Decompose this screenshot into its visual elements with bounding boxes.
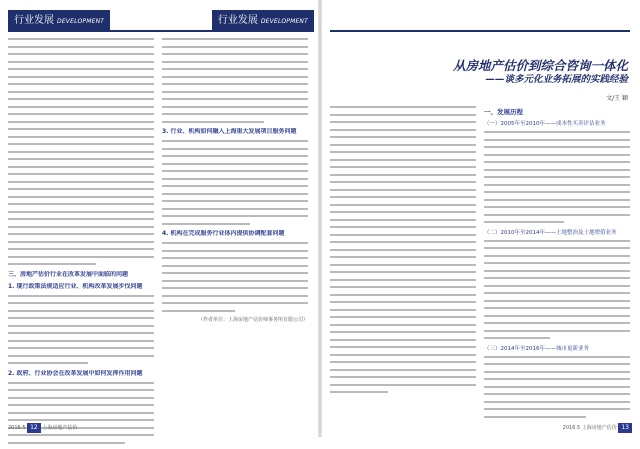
right-column-2: [484, 106, 630, 423]
author-affiliation: （作者单位：上海房地产估价师事务所有限公司）: [197, 317, 308, 323]
left-column-1: [8, 38, 154, 449]
subsection-heading: 4. 机构在完成服务行业体内提供协调配套问题: [162, 230, 285, 237]
left-page: [0, 0, 318, 437]
article-title: 从房地产估价到综合咨询一体化: [452, 58, 628, 73]
section-heading: 一、发展历程: [484, 108, 523, 116]
subsection-heading: 2. 政府、行业协会在改革发展中如何发挥作用问题: [8, 369, 143, 377]
body-text: [8, 382, 154, 444]
section-title-en: DEVELOPMENT: [260, 18, 308, 25]
body-text: [484, 356, 630, 418]
subsection-heading: 3. 行业、机构如何融入上海重大发展项目服务问题: [162, 128, 297, 135]
right-footer: [563, 423, 632, 433]
body-text: [484, 131, 630, 223]
issue-date: 2016.5: [8, 425, 26, 431]
section-heading: 三、房地产估价行业在改革发展中面临的问题: [8, 270, 129, 278]
section-tag: [212, 10, 314, 32]
body-text: [162, 38, 308, 123]
body-text: [162, 140, 308, 225]
right-column-1: [330, 106, 476, 399]
section-title-en: DEVELOPMENT: [57, 18, 105, 25]
body-text: [484, 240, 630, 340]
page-number: 13: [618, 423, 632, 433]
issue-date: 2016.5: [562, 425, 581, 431]
section-tag: [8, 10, 110, 32]
left-column-2: [162, 38, 308, 324]
subsection-heading: （一）2005年至2010年——成本性买卖评估业务: [484, 121, 606, 127]
subsection-heading: （三）2014年至2016年——城市更新业务: [484, 345, 589, 352]
section-title: 行业发展: [14, 15, 54, 26]
left-footer: [8, 423, 77, 433]
journal-name: 上海房地产估价: [42, 425, 78, 431]
subsection-heading: 1. 现行政策法规适应行业、机构改革发展步伐问题: [8, 282, 143, 290]
journal-name: 上海房地产估价: [581, 425, 617, 431]
article-subtitle: ——谈多元化业务拓展的实践经验: [485, 74, 628, 85]
body-text: [162, 242, 308, 312]
body-text: [330, 106, 476, 393]
article-author: 文/王 颖: [606, 95, 628, 102]
body-text: [8, 38, 154, 265]
section-title: 行业发展: [217, 15, 258, 26]
page-number: 12: [27, 423, 41, 433]
subsection-heading: （二）2010年至2014年——土地整治及土地增值业务: [484, 229, 617, 236]
header-rule: [330, 30, 630, 32]
body-text: [8, 295, 154, 365]
